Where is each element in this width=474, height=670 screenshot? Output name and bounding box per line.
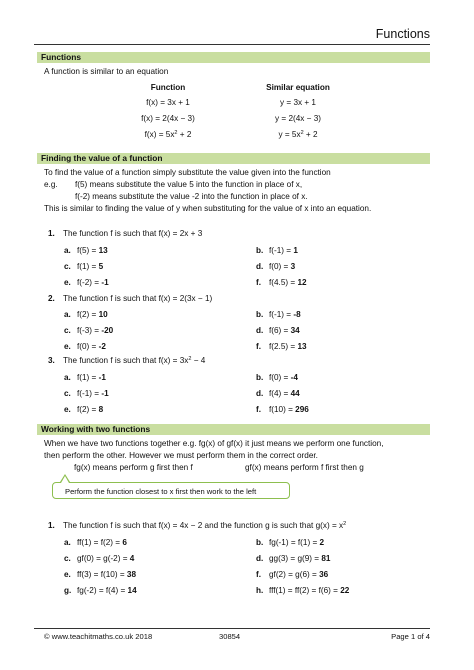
part-answer: fff(1) = ff(2) = f(6) = 22 xyxy=(269,586,350,595)
question-number: 3. xyxy=(48,356,55,365)
part-answer: gf(0) = g(-2) = 4 xyxy=(77,554,135,563)
fg-definition: fg(x) means perform g first then f xyxy=(74,463,193,472)
part-answer: gg(3) = g(9) = 81 xyxy=(269,554,331,563)
explanation-line: then perform the other. However we must perform them in the correct order. xyxy=(44,451,318,460)
function-row: f(x) = 2(4x − 3) xyxy=(141,114,195,123)
footer-rule xyxy=(34,628,430,629)
part-label: e. xyxy=(64,278,71,287)
part-answer: f(5) = 13 xyxy=(77,246,108,255)
part-label: d. xyxy=(256,554,264,563)
part-answer: f(10) = 296 xyxy=(269,405,309,414)
part-label: a. xyxy=(64,538,71,547)
part-label: e. xyxy=(64,342,71,351)
part-label: b. xyxy=(256,310,264,319)
gf-definition: gf(x) means perform f first then g xyxy=(245,463,364,472)
part-answer: f(2) = 8 xyxy=(77,405,104,414)
part-label: c. xyxy=(64,554,71,563)
part-answer: f(2.5) = 13 xyxy=(269,342,307,351)
question-stem: The function f is such that f(x) = 2(3x − 1) xyxy=(63,294,213,303)
part-label: b. xyxy=(256,373,264,382)
part-label: g. xyxy=(64,586,72,595)
question-number: 1. xyxy=(48,229,55,238)
part-label: f. xyxy=(256,405,262,414)
part-label: e. xyxy=(64,405,71,414)
footer-page-number: Page 1 of 4 xyxy=(391,632,430,641)
part-answer: f(0) = -4 xyxy=(269,373,298,382)
part-label: d. xyxy=(256,389,264,398)
part-answer: f(-2) = -1 xyxy=(77,278,109,287)
explanation-line: When we have two functions together e.g. fg(x) of gf(x) it just means we perform one function, xyxy=(44,439,384,448)
function-column-header: Function xyxy=(150,83,186,92)
part-label: d. xyxy=(256,326,264,335)
part-answer: f(4.5) = 12 xyxy=(269,278,307,287)
part-label: f. xyxy=(256,570,262,579)
part-label: a. xyxy=(64,373,71,382)
part-label: e. xyxy=(64,570,71,579)
part-answer: f(1) = 5 xyxy=(77,262,104,271)
part-answer: fg(-1) = f(1) = 2 xyxy=(269,538,325,547)
part-label: c. xyxy=(64,262,71,271)
part-answer: f(1) = -1 xyxy=(77,373,106,382)
part-answer: ff(3) = f(10) = 38 xyxy=(77,570,137,579)
equation-row: y = 3x + 1 xyxy=(280,98,316,107)
part-answer: ff(1) = f(2) = 6 xyxy=(77,538,127,547)
equation-row: $y = 5x^2 + 2$ xyxy=(278,130,318,139)
part-label: c. xyxy=(64,326,71,335)
callout-pointer-fill xyxy=(61,476,69,483)
explanation-line: f(-2) means substitute the value -2 into the function in place of x. xyxy=(75,192,308,201)
part-label: d. xyxy=(256,262,264,271)
part-label: b. xyxy=(256,246,264,255)
question-number: 2. xyxy=(48,294,55,303)
section-heading-finding-value: Finding the value of a function xyxy=(37,153,430,164)
question-stem: The function f is such that $f(x) = 3x^2 - 4$ xyxy=(63,356,206,365)
eg-label: e.g. xyxy=(44,180,58,189)
part-answer: f(-3) = -20 xyxy=(77,326,114,335)
part-label: f. xyxy=(256,342,262,351)
function-row: $f(x) = 5x^2 + 2$ xyxy=(144,130,192,139)
section-heading-two-functions: Working with two functions xyxy=(37,424,430,435)
explanation-line: To find the value of a function simply substitute the value given into the function xyxy=(44,168,331,177)
part-answer: f(-1) = -8 xyxy=(269,310,301,319)
intro-text: A function is similar to an equation xyxy=(44,67,169,76)
part-label: h. xyxy=(256,586,264,595)
part-answer: f(2) = 10 xyxy=(77,310,108,319)
explanation-line: This is similar to finding the value of y when substituting for the value of x into an equation. xyxy=(44,204,372,213)
equation-column-header: Similar equation xyxy=(266,83,330,92)
part-answer: f(6) = 34 xyxy=(269,326,300,335)
part-answer: f(0) = 3 xyxy=(269,262,296,271)
question-stem: The function f is such that f(x) = 4x − 2 and the function g is such that $g(x) = x^2$ xyxy=(63,521,347,530)
part-answer: f(4) = 44 xyxy=(269,389,300,398)
part-label: a. xyxy=(64,246,71,255)
page-title: Functions xyxy=(375,27,430,41)
part-label: b. xyxy=(256,538,264,547)
equation-row: y = 2(4x − 3) xyxy=(275,114,321,123)
function-row: f(x) = 3x + 1 xyxy=(146,98,190,107)
part-answer: f(-1) = 1 xyxy=(269,246,298,255)
part-answer: gf(2) = g(6) = 36 xyxy=(269,570,329,579)
order-callout: Perform the function closest to x first then work to the left xyxy=(52,482,290,499)
part-answer: f(0) = -2 xyxy=(77,342,106,351)
section-heading-functions: Functions xyxy=(37,52,430,63)
part-answer: fg(-2) = f(4) = 14 xyxy=(77,586,137,595)
header-rule xyxy=(34,44,430,45)
part-label: c. xyxy=(64,389,71,398)
footer-code: 30854 xyxy=(219,632,241,641)
part-label: f. xyxy=(256,278,262,287)
part-label: a. xyxy=(64,310,71,319)
question-stem: The function f is such that f(x) = 2x + 3 xyxy=(63,229,203,238)
explanation-line: f(5) means substitute the value 5 into the function in place of x, xyxy=(75,180,303,189)
part-answer: f(-1) = -1 xyxy=(77,389,109,398)
question-number: 1. xyxy=(48,521,55,530)
footer-copyright: © www.teachitmaths.co.uk 2018 xyxy=(44,632,153,641)
